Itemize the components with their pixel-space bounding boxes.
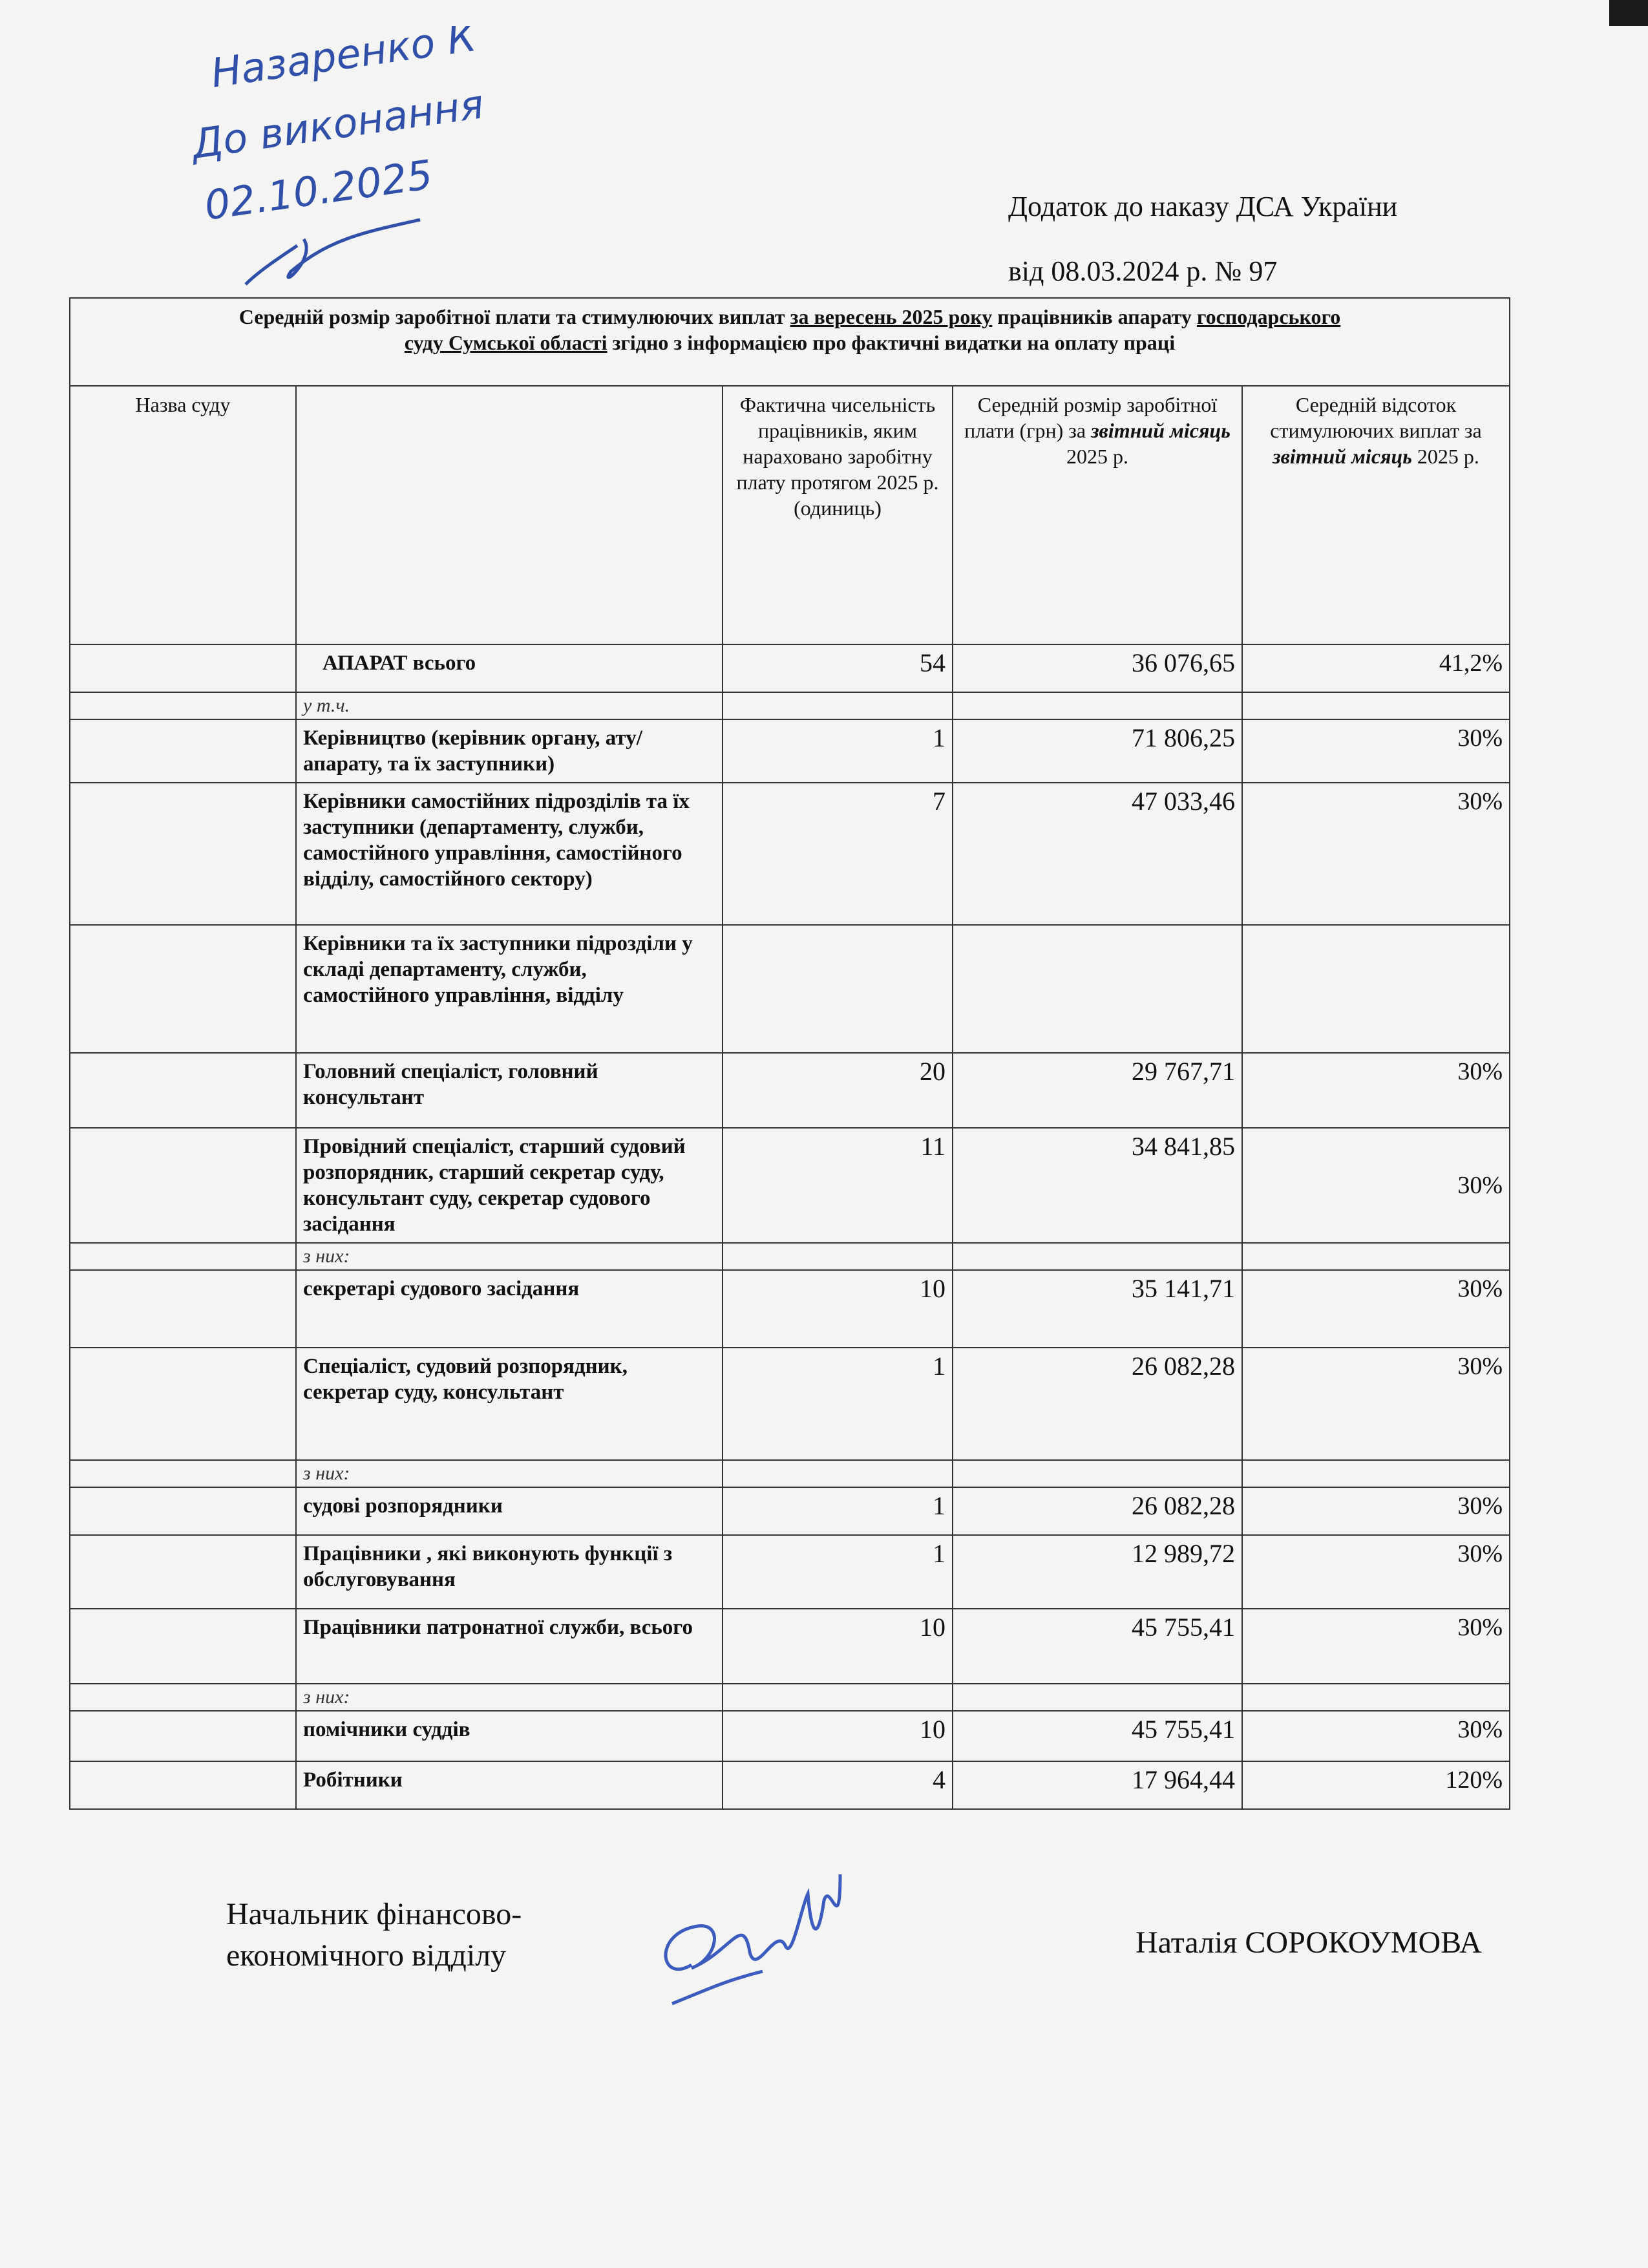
table-row — [70, 1270, 1510, 1348]
table-row — [70, 1128, 1510, 1243]
row-count: 1 — [723, 1487, 953, 1535]
row-bonus: 30% — [1242, 1053, 1510, 1128]
row-bonus: 30% — [1242, 1711, 1510, 1761]
row-count: 4 — [723, 1761, 953, 1809]
row-count: 54 — [723, 644, 953, 692]
row-label: Робітники — [296, 1761, 723, 1809]
handwritten-line-3: 02.10.2025 — [201, 151, 436, 229]
order-reference: від 08.03.2024 р. № 97 — [1008, 255, 1278, 287]
row-salary: 12 989,72 — [953, 1535, 1242, 1609]
row-label: Провідний спеціаліст, старший судовий розпорядник, старший секретар суду, консультант суду, секретар судового засідання — [296, 1128, 723, 1243]
title-row — [70, 298, 1510, 386]
row-label: у т.ч. — [296, 692, 723, 719]
scan-edge — [1609, 0, 1648, 26]
row-count: 1 — [723, 1535, 953, 1609]
row-label: з них: — [296, 1243, 723, 1270]
row-label: Керівники самостійних підрозділів та їх заступники (департаменту, служби, самостійного управління, самостійного відділу, самостійного сектору) — [296, 783, 723, 925]
row-label: помічники суддів — [296, 1711, 723, 1761]
row-count: 7 — [723, 783, 953, 925]
header-row — [70, 386, 1510, 644]
row-bonus: 120% — [1242, 1761, 1510, 1809]
row-bonus: 30% — [1242, 783, 1510, 925]
table-row — [70, 719, 1510, 783]
row-bonus: 30% — [1242, 1487, 1510, 1535]
row-label: Головний спеціаліст, головний консультант — [296, 1053, 723, 1128]
table-row — [70, 1053, 1510, 1128]
row-count: 10 — [723, 1609, 953, 1684]
row-salary: 45 755,41 — [953, 1711, 1242, 1761]
col-header-name: Назва суду — [70, 386, 296, 644]
table-row — [70, 1761, 1510, 1809]
row-label: з них: — [296, 1460, 723, 1487]
row-salary: 26 082,28 — [953, 1487, 1242, 1535]
document-header — [1008, 175, 1525, 304]
title-period: за вересень 2025 року — [790, 305, 993, 328]
row-salary: 47 033,46 — [953, 783, 1242, 925]
handwritten-initials — [246, 220, 420, 284]
handwritten-line-1: Назаренко К — [207, 26, 479, 97]
row-label: Спеціаліст, судовий розпорядник, секретар суду, консультант — [296, 1348, 723, 1460]
appendix-line: Додаток до наказу ДСА України — [1008, 191, 1398, 222]
row-label: Керівники та їх заступники підрозділи у складі департаменту, служби, самостійного управління, відділу — [296, 925, 723, 1053]
row-salary: 17 964,44 — [953, 1761, 1242, 1809]
row-salary: 26 082,28 — [953, 1348, 1242, 1460]
row-salary: 71 806,25 — [953, 719, 1242, 783]
signature-icon — [646, 1855, 892, 2023]
row-salary: 35 141,71 — [953, 1270, 1242, 1348]
table-row — [70, 1711, 1510, 1761]
signatory-position: Начальник фінансово- економічного відділу — [226, 1897, 522, 1973]
table-row — [70, 1243, 1510, 1270]
row-label: судові розпорядники — [296, 1487, 723, 1535]
table-row — [70, 1348, 1510, 1460]
row-count: 20 — [723, 1053, 953, 1128]
title-court: суду Сумської області — [404, 331, 607, 354]
row-salary: 36 076,65 — [953, 644, 1242, 692]
col-header-count: Фактична чисельність працівників, яким нараховано заробітну плату протягом 2025 р. (одиниць) — [723, 386, 953, 644]
row-bonus: 30% — [1242, 1609, 1510, 1684]
table-title: Середній розмір заробітної плати та стимулюючих виплат за вересень 2025 року працівників апарату господарського суду Сумської області згідно з інформацією про фактичні видатки на оплату праці — [70, 298, 1510, 386]
table-row — [70, 925, 1510, 1053]
row-bonus: 30% — [1242, 1535, 1510, 1609]
row-count: 1 — [723, 719, 953, 783]
row-salary: 29 767,71 — [953, 1053, 1242, 1128]
row-bonus: 30% — [1242, 719, 1510, 783]
row-bonus: 30% — [1242, 1128, 1510, 1243]
row-salary: 45 755,41 — [953, 1609, 1242, 1684]
row-count: 10 — [723, 1270, 953, 1348]
table-row — [70, 692, 1510, 719]
row-count: 11 — [723, 1128, 953, 1243]
table-row — [70, 783, 1510, 925]
row-count: 1 — [723, 1348, 953, 1460]
row-label: секретарі судового засідання — [296, 1270, 723, 1348]
table-row — [70, 1609, 1510, 1684]
salary-table — [69, 297, 1510, 1810]
col-header-salary: Середній розмір заробітної плати (грн) за звітний місяць 2025 р. — [953, 386, 1242, 644]
table-row — [70, 1487, 1510, 1535]
row-label: АПАРАТ всього — [296, 644, 723, 692]
table-row — [70, 644, 1510, 692]
handwritten-line-2: До виконання — [188, 80, 487, 168]
row-label: з них: — [296, 1684, 723, 1711]
table-row — [70, 1460, 1510, 1487]
row-label: Керівництво (керівник органу, ату/апарату, та їх заступники) — [296, 719, 723, 783]
table-row — [70, 1535, 1510, 1609]
row-bonus: 41,2% — [1242, 644, 1510, 692]
row-bonus: 30% — [1242, 1270, 1510, 1348]
signatory-name: Наталія СОРОКОУМОВА — [1136, 1925, 1482, 1960]
row-count: 10 — [723, 1711, 953, 1761]
col-header-empty — [296, 386, 723, 644]
row-bonus: 30% — [1242, 1348, 1510, 1460]
row-salary: 34 841,85 — [953, 1128, 1242, 1243]
col-header-bonus: Середній відсоток стимулюючих виплат за звітний місяць 2025 р. — [1242, 386, 1510, 644]
handwritten-resolution — [149, 26, 601, 297]
table-row — [70, 1684, 1510, 1711]
row-label: Працівники , які виконують функції з обслуговування — [296, 1535, 723, 1609]
row-label: Працівники патронатної служби, всього — [296, 1609, 723, 1684]
